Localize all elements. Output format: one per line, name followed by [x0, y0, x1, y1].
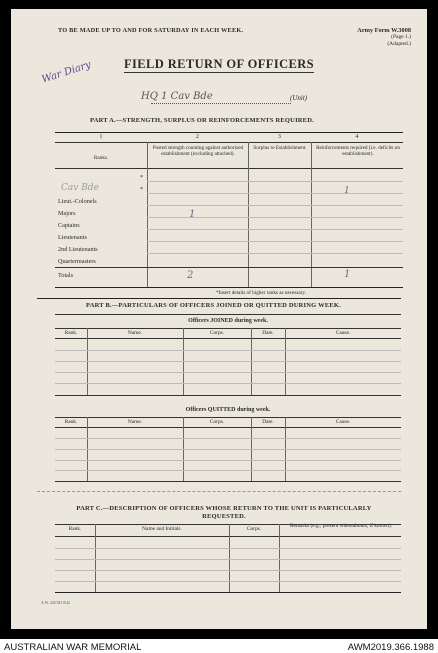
hand-reinf-1: 1	[344, 186, 350, 196]
quitted-col-name: Name.	[127, 419, 143, 425]
quitted-col-rank: Rank.	[64, 419, 78, 425]
hand-total-posted: 2	[187, 270, 194, 281]
footer-accession: AWM2019.366.1988	[347, 642, 434, 653]
row-line	[147, 193, 403, 194]
col-num-2: 2	[196, 134, 199, 140]
rank-captains: Captains	[58, 222, 80, 229]
rank-star-1: *	[140, 174, 144, 181]
joined-col-rank: Rank.	[64, 330, 78, 336]
row-line	[55, 581, 401, 582]
print-code: A.W. 228 581 8/42	[41, 601, 70, 605]
row-line	[55, 383, 401, 384]
part-a-vline-3	[311, 142, 312, 287]
rank-handwritten: Cav Bde	[61, 183, 99, 193]
quitted-rule-head	[55, 427, 401, 428]
part-b-rule-2	[55, 314, 401, 315]
row-line	[147, 181, 403, 182]
totals-label: Totals	[58, 272, 74, 279]
row-line	[147, 229, 403, 230]
part-b-heading: PART B.—PARTICULARS OF OFFICERS JOINED OR QUITTED DURING WEEK.	[86, 302, 342, 309]
col-head-posted: Posted strength counting against authorized establishment (excluding attached).	[152, 145, 244, 157]
part-a-footnote: *Insert details of higher ranks as necessary.	[216, 290, 306, 296]
quitted-col-cause: Cause.	[335, 419, 351, 425]
form-adapted: (Adapted.)	[387, 41, 411, 47]
joined-rule-bottom	[55, 395, 401, 396]
part-c-col-name: Name and Initials.	[142, 526, 182, 532]
quitted-title: Officers QUITTED during week.	[185, 407, 271, 413]
part-c-col-remarks: Remarks (e.g., present whereabouts, if known).	[289, 523, 393, 529]
part-c-rule-bottom	[55, 592, 401, 593]
row-line	[55, 372, 401, 373]
quitted-rule-bottom	[55, 481, 401, 482]
joined-col-cause: Cause.	[335, 330, 351, 336]
part-a-rule-top	[55, 132, 403, 133]
rank-majors: Majors	[58, 210, 76, 217]
rank-lieut-colonels: Lieut.-Colonels	[58, 198, 97, 205]
joined-rule-top	[55, 328, 401, 329]
rank-2nd-lieutenants: 2nd Lieutenants	[58, 246, 98, 253]
part-b-rule-top	[37, 298, 401, 299]
part-a-heading: PART A.—STRENGTH, SURPLUS OR REINFORCEMENTS REQUIRED.	[90, 117, 314, 124]
part-a-rule-head	[55, 168, 403, 169]
row-line	[55, 350, 401, 351]
col-head-surplus: Surplus to Establishment.	[253, 145, 307, 151]
row-line	[55, 438, 401, 439]
part-a-rule-bottom	[55, 287, 403, 288]
top-note: TO BE MADE UP TO AND FOR SATURDAY IN EACH WEEK.	[58, 27, 244, 34]
part-c-col-corps: Corps.	[246, 526, 262, 532]
col-head-ranks: Ranks.	[93, 155, 109, 161]
row-line	[55, 470, 401, 471]
part-a-rule-nums	[55, 142, 403, 143]
part-c-rule-head	[55, 536, 401, 537]
row-line	[55, 460, 401, 461]
joined-col-name: Name.	[127, 330, 143, 336]
rank-quartermasters: Quartermasters	[58, 258, 96, 265]
part-a-rule-totals	[55, 267, 403, 268]
row-line	[55, 559, 401, 560]
quitted-col-date: Date.	[262, 419, 274, 425]
row-line	[55, 449, 401, 450]
perforation-line	[37, 491, 401, 492]
joined-col-date: Date.	[262, 330, 274, 336]
row-line	[55, 570, 401, 571]
joined-col-corps: Corps.	[209, 330, 225, 336]
handwritten-stamp: War Diary	[40, 59, 93, 86]
quitted-col-corps: Corps.	[209, 419, 225, 425]
col-num-4: 4	[355, 134, 359, 140]
row-line	[147, 253, 403, 254]
unit-label: (Unit)	[290, 94, 308, 102]
form-number	[357, 27, 411, 48]
row-line	[147, 205, 403, 206]
part-c-col-rank: Rank.	[68, 526, 82, 532]
row-line	[55, 361, 401, 362]
form-number-text: Army Form W.3008	[357, 27, 411, 34]
unit-handwritten: HQ 1 Cav Bde	[141, 91, 213, 102]
row-line	[55, 548, 401, 549]
part-a-vline-2	[248, 142, 249, 287]
quitted-rule-top	[55, 417, 401, 418]
joined-rule-head	[55, 338, 401, 339]
rank-lieutenants: Lieutenants	[58, 234, 87, 241]
joined-title: Officers JOINED during week.	[188, 318, 268, 324]
part-c-heading: PART C.—DESCRIPTION OF OFFICERS WHOSE RETURN TO THE UNIT IS PARTICULARLY REQUESTED.	[76, 505, 372, 520]
col-head-reinf: Reinforcements required (i.e. deficits on establishment).	[316, 145, 400, 157]
row-line	[147, 217, 403, 218]
row-line	[147, 241, 403, 242]
form-sheet	[11, 9, 427, 629]
page-title-text: FIELD RETURN OF OFFICERS	[123, 57, 315, 71]
part-a-vline-1	[147, 142, 148, 287]
footer-institution: AUSTRALIAN WAR MEMORIAL	[4, 642, 142, 653]
hand-total-reinf: 1	[344, 269, 351, 280]
form-page: (Page 1.)	[391, 34, 411, 40]
hand-majors-posted: 1	[189, 209, 196, 220]
rank-star-2: *	[140, 186, 144, 193]
col-num-1: 1	[99, 134, 103, 140]
col-num-3: 3	[278, 134, 281, 140]
